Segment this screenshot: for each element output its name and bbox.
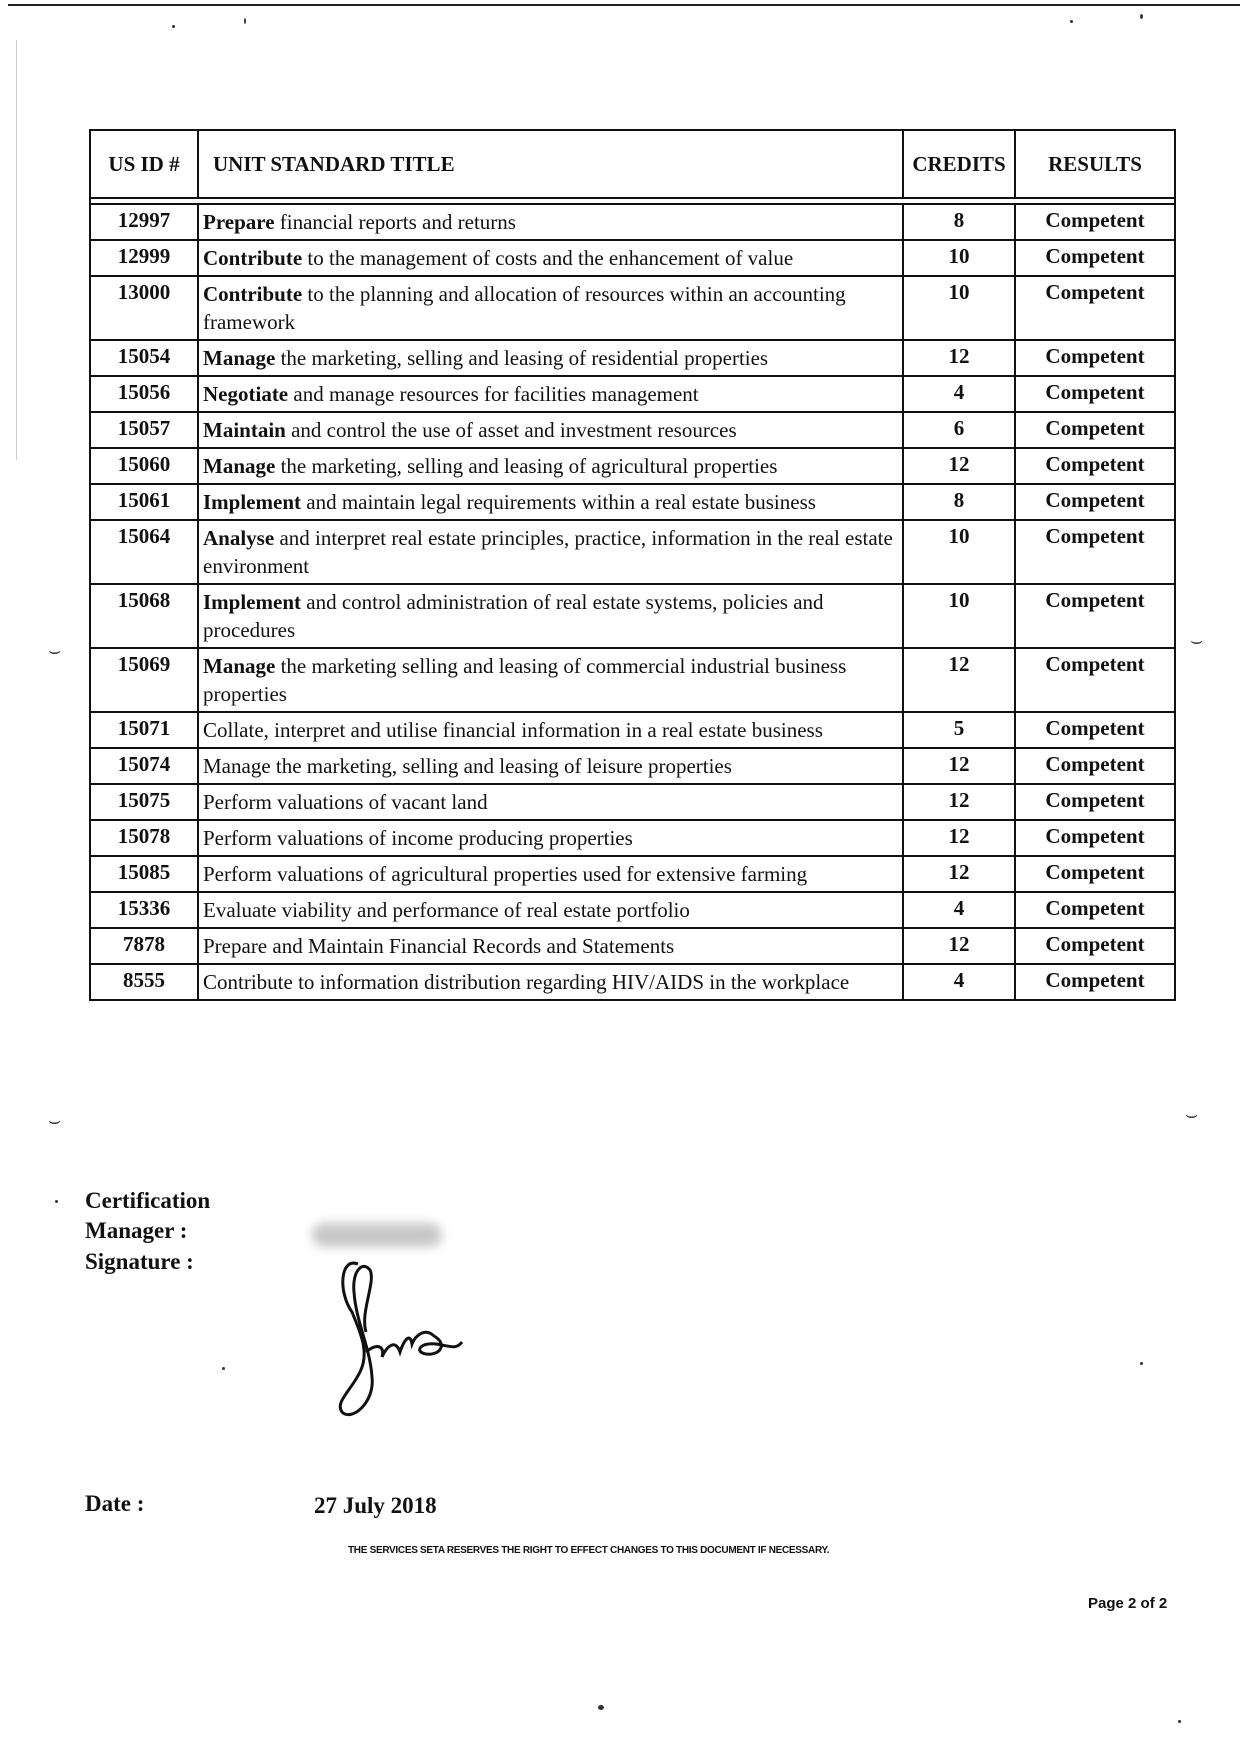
- credits-cell: 10: [903, 240, 1015, 276]
- result-cell: Competent: [1015, 484, 1175, 520]
- unit-title-cell: [198, 928, 903, 964]
- unit-title-lead: Contribute: [203, 282, 303, 306]
- result-cell: Competent: [1015, 648, 1175, 712]
- unit-id-cell: 15054: [90, 340, 198, 376]
- table-row: [90, 340, 1175, 376]
- unit-title-rest: the marketing, selling and leasing of residential properties: [275, 346, 769, 370]
- table-row: [90, 520, 1175, 584]
- table-row: [90, 412, 1175, 448]
- unit-title-rest: Perform valuations of income producing properties: [203, 826, 633, 850]
- unit-id-cell: 15069: [90, 648, 198, 712]
- margin-mark: ⌣: [48, 1110, 62, 1132]
- unit-id-cell: 12999: [90, 240, 198, 276]
- margin-mark: ⌣: [1185, 1104, 1199, 1126]
- result-cell: Competent: [1015, 892, 1175, 928]
- unit-id-cell: 15071: [90, 712, 198, 748]
- unit-id-cell: 15057: [90, 412, 198, 448]
- credits-cell: 10: [903, 584, 1015, 648]
- unit-title-rest: the marketing, selling and leasing of agricultural properties: [275, 454, 778, 478]
- result-cell: Competent: [1015, 376, 1175, 412]
- unit-title-lead: Negotiate: [203, 382, 289, 406]
- unit-id-cell: 7878: [90, 928, 198, 964]
- unit-title-cell: [198, 584, 903, 648]
- unit-title-cell: [198, 340, 903, 376]
- result-cell: Competent: [1015, 928, 1175, 964]
- unit-title-cell: [198, 376, 903, 412]
- scan-edge-line: [16, 40, 17, 460]
- table-row: [90, 448, 1175, 484]
- table-row: [90, 648, 1175, 712]
- result-cell: Competent: [1015, 240, 1175, 276]
- unit-title-rest: Evaluate viability and performance of real estate portfolio: [203, 898, 690, 922]
- unit-title-cell: [198, 748, 903, 784]
- unit-title-rest: Perform valuations of vacant land: [203, 790, 488, 814]
- credits-cell: 12: [903, 748, 1015, 784]
- unit-title-rest: to the planning and allocation of resources within an accounting framework: [203, 282, 846, 334]
- credits-cell: 6: [903, 412, 1015, 448]
- unit-standards-table: [89, 129, 1176, 1001]
- unit-title-cell: [198, 820, 903, 856]
- credits-cell: 8: [903, 484, 1015, 520]
- unit-title-lead: Maintain: [203, 418, 286, 442]
- result-cell: Competent: [1015, 448, 1175, 484]
- credits-cell: 10: [903, 520, 1015, 584]
- scan-speck: [244, 18, 246, 24]
- table-row: [90, 928, 1175, 964]
- unit-id-cell: 15061: [90, 484, 198, 520]
- header-results: RESULTS: [1015, 130, 1175, 198]
- redacted-manager-name: [312, 1223, 442, 1247]
- header-us-id: US ID #: [90, 130, 198, 198]
- date-value: 27 July 2018: [314, 1493, 437, 1518]
- credits-cell: 4: [903, 376, 1015, 412]
- unit-title-lead: Manage: [203, 654, 276, 678]
- manager-label: Manager :: [85, 1218, 188, 1243]
- unit-id-cell: 15085: [90, 856, 198, 892]
- unit-title-rest: the marketing selling and leasing of commercial industrial business properties: [203, 654, 847, 706]
- table-body: [90, 198, 1175, 1000]
- credits-cell: 12: [903, 928, 1015, 964]
- table-row: [90, 240, 1175, 276]
- unit-title-lead: Contribute: [203, 246, 303, 270]
- unit-title-cell: [198, 892, 903, 928]
- table-row: [90, 892, 1175, 928]
- table-header-row: [90, 130, 1175, 198]
- table-row: [90, 204, 1175, 240]
- table-row: [90, 484, 1175, 520]
- result-cell: Competent: [1015, 204, 1175, 240]
- credits-cell: 8: [903, 204, 1015, 240]
- credits-cell: 12: [903, 648, 1015, 712]
- credits-cell: 10: [903, 276, 1015, 340]
- unit-title-lead: Implement: [203, 490, 301, 514]
- unit-title-rest: Manage the marketing, selling and leasing of leisure properties: [203, 754, 732, 778]
- scan-speck: [1140, 14, 1143, 19]
- unit-id-cell: 15064: [90, 520, 198, 584]
- scan-speck: [172, 25, 175, 28]
- scan-speck: [1178, 1720, 1181, 1723]
- table-row: [90, 276, 1175, 340]
- result-cell: Competent: [1015, 820, 1175, 856]
- scan-speck: [598, 1705, 604, 1710]
- unit-title-cell: [198, 648, 903, 712]
- result-cell: Competent: [1015, 784, 1175, 820]
- result-cell: Competent: [1015, 712, 1175, 748]
- footer-disclaimer: THE SERVICES SETA RESERVES THE RIGHT TO EFFECT CHANGES TO THIS DOCUMENT IF NECESSARY.: [348, 1545, 830, 1556]
- unit-title-rest: and manage resources for facilities management: [288, 382, 699, 406]
- unit-title-rest: Prepare and Maintain Financial Records and Statements: [203, 934, 675, 958]
- result-cell: Competent: [1015, 964, 1175, 1000]
- unit-title-cell: [198, 856, 903, 892]
- margin-mark: ⌣: [48, 640, 62, 662]
- unit-title-cell: [198, 204, 903, 240]
- signature-label: Signature :: [85, 1249, 194, 1274]
- unit-title-rest: and control administration of real estate systems, policies and procedures: [203, 590, 824, 642]
- certification-label: Certification: [85, 1188, 211, 1213]
- table-row: [90, 376, 1175, 412]
- credits-cell: 12: [903, 448, 1015, 484]
- result-cell: Competent: [1015, 340, 1175, 376]
- unit-title-lead: Manage: [203, 346, 276, 370]
- unit-title-rest: and control the use of asset and investment resources: [285, 418, 737, 442]
- credits-cell: 4: [903, 892, 1015, 928]
- unit-title-lead: Analyse: [203, 526, 275, 550]
- unit-id-cell: 15074: [90, 748, 198, 784]
- unit-id-cell: 15060: [90, 448, 198, 484]
- table-row: [90, 712, 1175, 748]
- table-row: [90, 784, 1175, 820]
- unit-id-cell: 15336: [90, 892, 198, 928]
- result-cell: Competent: [1015, 412, 1175, 448]
- unit-id-cell: 15068: [90, 584, 198, 648]
- unit-title-rest: and maintain legal requirements within a real estate business: [301, 490, 816, 514]
- table-row: [90, 820, 1175, 856]
- unit-id-cell: 15056: [90, 376, 198, 412]
- unit-id-cell: 13000: [90, 276, 198, 340]
- table-row: [90, 856, 1175, 892]
- credits-cell: 12: [903, 820, 1015, 856]
- unit-title-cell: [198, 448, 903, 484]
- credits-cell: 12: [903, 784, 1015, 820]
- unit-title-lead: Prepare: [203, 210, 275, 234]
- result-cell: Competent: [1015, 584, 1175, 648]
- header-credits: CREDITS: [903, 130, 1015, 198]
- unit-title-rest: Contribute to information distribution regarding HIV/AIDS in the workplace: [203, 970, 850, 994]
- unit-id-cell: 15075: [90, 784, 198, 820]
- scan-speck: [222, 1367, 225, 1370]
- unit-title-cell: [198, 240, 903, 276]
- credits-cell: 5: [903, 712, 1015, 748]
- date-label: Date :: [85, 1491, 145, 1516]
- top-rule: [8, 4, 1240, 6]
- result-cell: Competent: [1015, 276, 1175, 340]
- unit-title-rest: Collate, interpret and utilise financial information in a real estate business: [203, 718, 823, 742]
- unit-title-cell: [198, 784, 903, 820]
- unit-title-rest: and interpret real estate principles, practice, information in the real estate environment: [203, 526, 893, 578]
- unit-title-rest: financial reports and returns: [274, 210, 516, 234]
- margin-mark: ⌣: [1190, 630, 1204, 652]
- credits-cell: 4: [903, 964, 1015, 1000]
- scan-speck: [1070, 20, 1073, 23]
- unit-title-cell: [198, 412, 903, 448]
- header-unit-standard-title: UNIT STANDARD TITLE: [198, 130, 903, 198]
- unit-title-cell: [198, 712, 903, 748]
- credits-cell: 12: [903, 856, 1015, 892]
- unit-id-cell: 12997: [90, 204, 198, 240]
- scan-speck: [55, 1200, 58, 1203]
- unit-title-cell: [198, 276, 903, 340]
- unit-id-cell: 15078: [90, 820, 198, 856]
- unit-title-lead: Manage: [203, 454, 276, 478]
- unit-title-cell: [198, 484, 903, 520]
- table-row: [90, 584, 1175, 648]
- page-number: Page 2 of 2: [1088, 1595, 1168, 1612]
- unit-id-cell: 8555: [90, 964, 198, 1000]
- result-cell: Competent: [1015, 748, 1175, 784]
- result-cell: Competent: [1015, 856, 1175, 892]
- table-row: [90, 964, 1175, 1000]
- scan-speck: [1140, 1362, 1143, 1365]
- unit-title-cell: [198, 520, 903, 584]
- unit-title-cell: [198, 964, 903, 1000]
- result-cell: Competent: [1015, 520, 1175, 584]
- credits-cell: 12: [903, 340, 1015, 376]
- unit-title-rest: to the management of costs and the enhancement of value: [302, 246, 794, 270]
- table-row: [90, 748, 1175, 784]
- unit-title-lead: Implement: [203, 590, 301, 614]
- handwritten-signature: [330, 1252, 470, 1422]
- unit-title-rest: Perform valuations of agricultural properties used for extensive farming: [203, 862, 808, 886]
